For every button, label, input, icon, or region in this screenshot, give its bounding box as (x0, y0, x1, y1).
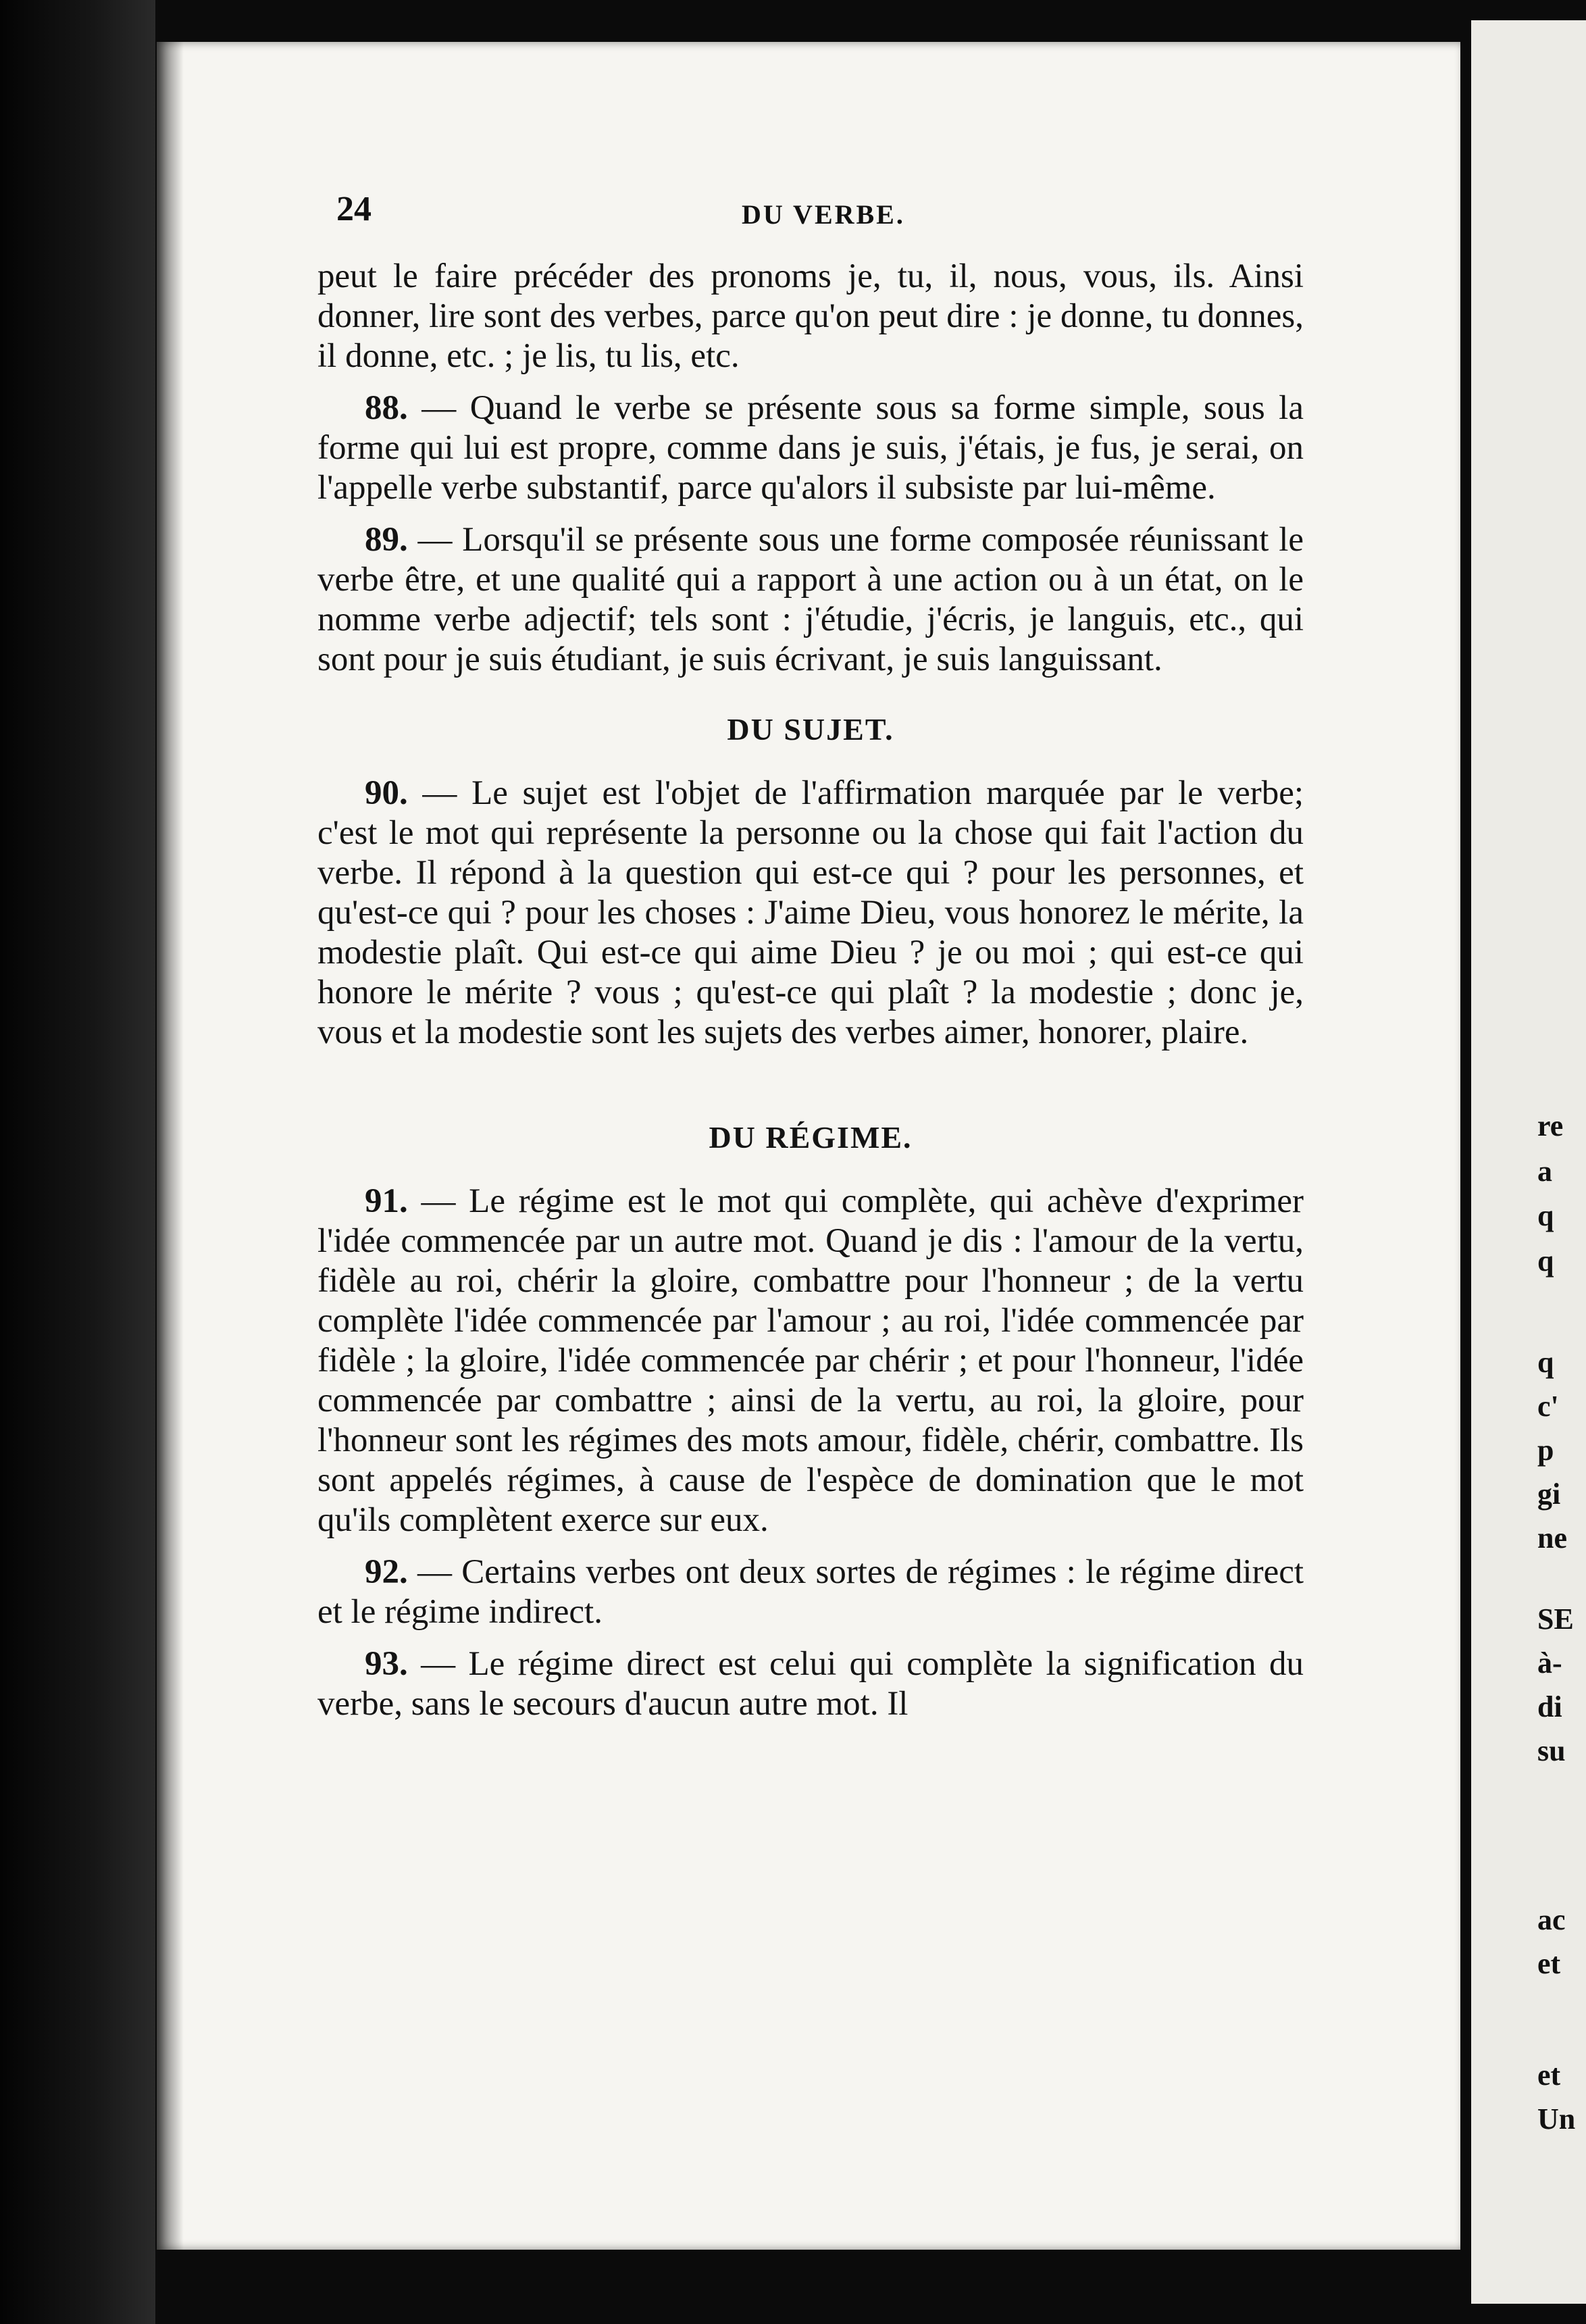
paragraph-number: 91. (365, 1182, 408, 1220)
book-spine-shadow (0, 0, 155, 2324)
paragraph-text: — Certains verbes ont deux sortes de régimes : le régime direct et le régime indirect. (317, 1553, 1304, 1631)
adjacent-fragment: ac (1537, 1903, 1566, 1936)
paragraph-number: 88. (365, 389, 408, 427)
paragraph-text: — Le régime est le mot qui complète, qui achève d'exprimer l'idée commencée par un autre mot. Quand je dis : l'amour de la vertu, fidèle au roi, chérir la gloire, combattre pour l'honneur ; de la vertu complète l'idée commencée par l'amour ; au roi, l'idée commencée par fidèle ; la gloire, l'idée commencée par chérir ; et pour l'honneur, l'idée commencée par combattre ; ainsi de la vertu, au roi, la gloire, pour l'honneur sont les régimes des mots amour, fidèle, chérir, combattre. Ils sont appelés régimes, à cause de l'espèce de domination que le mot qu'ils complètent exerce sur eux. (317, 1182, 1304, 1539)
page-header (336, 189, 1296, 243)
paragraph-number: 90. (365, 774, 408, 812)
paragraph-90 (317, 774, 1304, 1053)
paragraph-text: — Le régime direct est celui qui complète la signification du verbe, sans le secours d'aucun autre mot. Il (317, 1645, 1304, 1723)
adjacent-fragment: ne (1537, 1521, 1567, 1555)
adjacent-fragment: a (1537, 1155, 1552, 1188)
adjacent-fragment: c' (1537, 1390, 1559, 1423)
paragraph-number: 93. (365, 1645, 408, 1683)
adjacent-fragment: di (1537, 1690, 1562, 1723)
paragraph-89 (317, 520, 1304, 680)
paragraph-text: — Le sujet est l'objet de l'affirmation marquée par le verbe; c'est le mot qui représente la personne ou la chose qui fait l'action du verbe. Il répond à la question qui est-ce qui ? pour les personnes, et qu'est-ce qui ? pour les choses : J'aime Dieu, vous honorez le mérite, la modestie plaît. Qui est-ce qui aime Dieu ? je ou moi ; qui est-ce qui honore le mérite ? vous ; qu'est-ce qui plaît ? la modestie ; donc je, vous et la modestie sont les sujets des verbes aimer, honorer, plaire. (317, 774, 1304, 1051)
paragraph-93 (317, 1644, 1304, 1724)
paragraph-88 (317, 388, 1304, 508)
adjacent-fragment: Un (1537, 2102, 1576, 2136)
adjacent-fragment: à- (1537, 1646, 1562, 1679)
paragraph-number: 92. (365, 1553, 408, 1591)
adjacent-fragment: su (1537, 1734, 1566, 1767)
paragraph-text: — Lorsqu'il se présente sous une forme composée réunissant le verbe être, et une qualité qui a rapport à une action ou à un état, on le nomme verbe adjectif; tels sont : j'étudie, j'écris, je languis, etc., qui sont pour je suis étudiant, je suis écrivant, je suis languissant. (317, 521, 1304, 678)
adjacent-fragment: et (1537, 2058, 1561, 2092)
adjacent-fragment: q (1537, 1199, 1554, 1232)
adjacent-fragment: p (1537, 1434, 1554, 1467)
adjacent-fragment: q (1537, 1346, 1554, 1379)
adjacent-fragment: gi (1537, 1477, 1561, 1511)
paragraph-91 (317, 1182, 1304, 1540)
paragraph-number: 89. (365, 521, 408, 559)
page-gutter-shadow (157, 42, 184, 2250)
paragraph-92 (317, 1552, 1304, 1632)
page-gutter (1460, 0, 1471, 2324)
paragraph-continued: peut le faire précéder des pronoms je, tu, il, nous, vous, ils. Ainsi donner, lire sont des verbes, parce qu'on peut dire : je donne, tu donnes, il donne, etc. ; je lis, tu lis, etc. (317, 257, 1304, 375)
section-heading-sujet: DU SUJET. (727, 712, 894, 747)
adjacent-fragment: q (1537, 1244, 1554, 1278)
adjacent-fragment: SE (1537, 1602, 1574, 1636)
adjacent-fragment: re (1537, 1109, 1564, 1142)
running-title: DU VERBE. (742, 199, 905, 230)
page-number: 24 (336, 190, 372, 228)
paragraph-text: — Quand le verbe se présente sous sa forme simple, sous la forme qui lui est propre, comme dans je suis, j'étais, je fus, je serai, on l'appelle verbe substantif, parce qu'alors il subsiste par lui-même. (317, 389, 1304, 507)
section-heading-regime: DU RÉGIME. (709, 1120, 913, 1155)
page-body (317, 257, 1304, 1736)
adjacent-fragment: et (1537, 1947, 1561, 1980)
adjacent-page-edge (1466, 20, 1586, 2304)
